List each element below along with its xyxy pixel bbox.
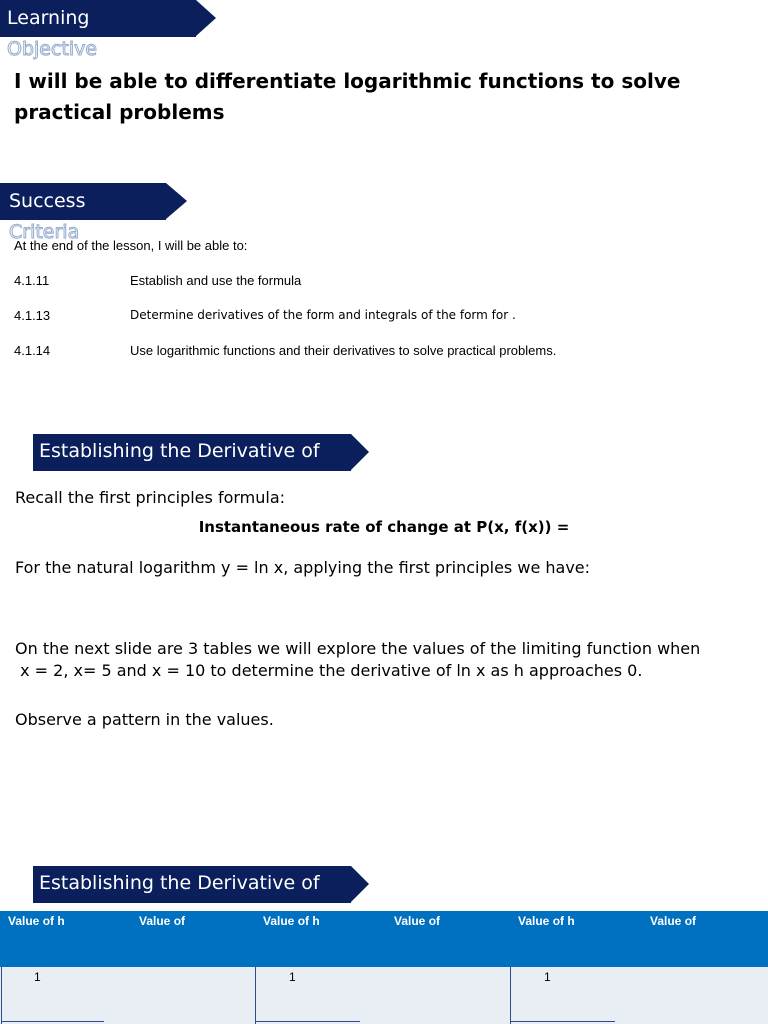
table-divider — [255, 967, 256, 1024]
table-divider — [256, 1021, 360, 1022]
table-cell: 1 — [34, 970, 41, 984]
learning-objective-banner-label: Learning — [7, 7, 90, 29]
section-heading-arrow — [351, 866, 369, 902]
success-criteria-intro-text: At the end of the lesson, I will be able to: — [14, 238, 248, 253]
criteria-text: Determine derivatives of the form and integrals of the form for . — [130, 308, 516, 322]
table-header-cell: Value of h — [8, 914, 65, 928]
next-slide-text-line2: x = 2, x= 5 and x = 10 to determine the derivative of ln x as h approaches 0. — [15, 661, 643, 680]
criteria-text: Establish and use the formula — [130, 273, 302, 288]
learning-objective-banner-arrow — [196, 0, 216, 36]
table-header-cell: Value of — [650, 914, 697, 928]
criteria-code: 4.1.13 — [14, 308, 51, 323]
next-slide-text-line1: On the next slide are 3 tables we will explore the values of the limiting function when — [15, 639, 701, 658]
table-cell: 1 — [289, 970, 296, 984]
table-divider — [2, 1021, 104, 1022]
section-heading-label: Establishing the Derivative of — [39, 440, 320, 462]
table-cell: 1 — [544, 970, 551, 984]
learning-objective-banner — [0, 0, 196, 37]
criteria-code: 4.1.14 — [14, 343, 51, 358]
table-header-cell: Value of h — [263, 914, 320, 928]
section-heading-label: Establishing the Derivative of — [39, 872, 320, 894]
learning-objective-statement: I will be able to differentiate logarithmic functions to solve practical problems — [14, 69, 681, 124]
table-header-cell: Value of — [394, 914, 441, 928]
formula-label: Instantaneous rate of change at P(x, f(x)) = — [198, 518, 570, 536]
criteria-code: 4.1.11 — [14, 273, 50, 288]
natural-log-text: For the natural logarithm y = ln x, applying the first principles we have: — [15, 558, 591, 577]
learning-objective-banner-label-overflow: Objective — [7, 38, 98, 60]
observe-text: Observe a pattern in the values. — [15, 710, 274, 729]
criteria-text: Use logarithmic functions and their derivatives to solve practical problems. — [130, 343, 557, 358]
success-criteria-banner-label: Success — [9, 190, 86, 212]
section-heading-banner — [33, 866, 351, 903]
recall-text: Recall the first principles formula: — [15, 488, 286, 507]
success-criteria-banner — [0, 183, 166, 220]
success-criteria-banner-label-overflow: Criteria — [9, 221, 80, 243]
table-header-cell: Value of — [139, 914, 186, 928]
table-divider — [510, 967, 511, 1024]
table-row — [0, 967, 768, 1024]
section-heading-banner — [33, 434, 351, 471]
table-divider — [511, 1021, 615, 1022]
success-criteria-intro — [14, 238, 247, 253]
values-table — [0, 911, 768, 1024]
table-divider — [1, 967, 2, 1024]
table-header-row — [0, 911, 768, 967]
section-heading-arrow — [351, 434, 369, 470]
table-header-cell: Value of h — [518, 914, 575, 928]
success-criteria-banner-arrow — [166, 183, 187, 219]
